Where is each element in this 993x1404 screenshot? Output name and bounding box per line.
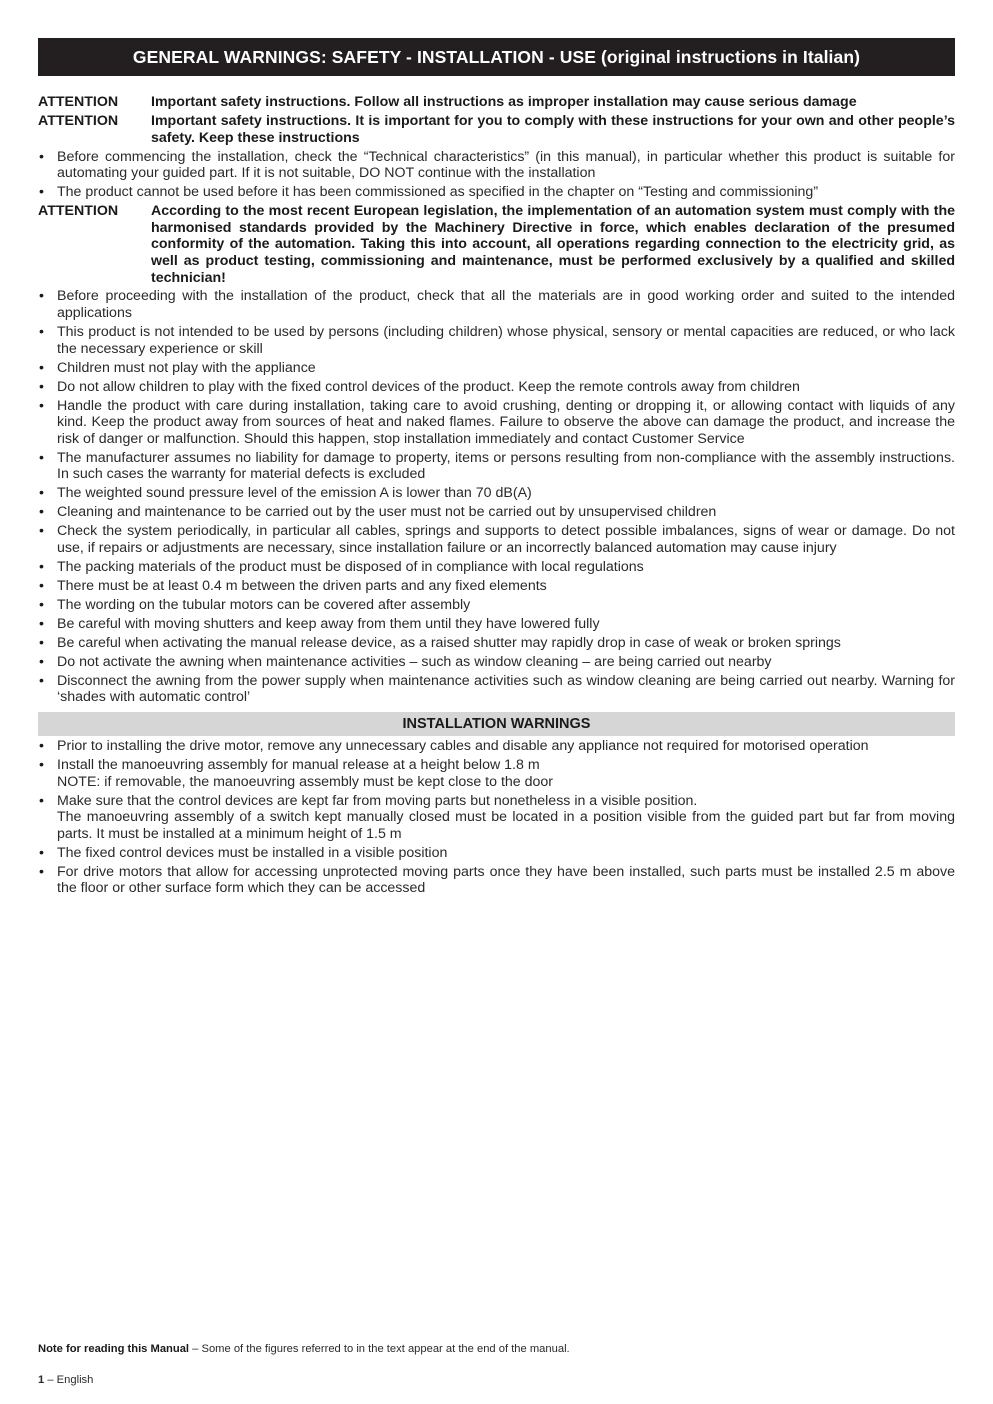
bullet-icon: • (39, 577, 44, 594)
list-item (38, 149, 955, 182)
attention-block (38, 113, 955, 146)
list-item-text (57, 845, 955, 862)
attention-label: ATTENTION (38, 94, 119, 110)
list-item-line: Cleaning and maintenance to be carried out by the user must not be carried out by unsupervised children (57, 504, 717, 521)
list-item (38, 578, 955, 595)
page-number (38, 1374, 93, 1386)
document-page (38, 38, 955, 899)
list-item-line: Do not allow children to play with the fixed control devices of the product. Keep the remote controls away from children (57, 378, 800, 395)
page-language: – English (44, 1374, 94, 1386)
list-item-text (57, 654, 955, 671)
list-item (38, 485, 955, 502)
list-item (38, 673, 955, 706)
attention-block (38, 203, 955, 286)
bullet-icon: • (39, 148, 44, 165)
list-item-line: The fixed control devices must be installed in a visible position (57, 844, 448, 861)
bullet-icon: • (39, 378, 44, 395)
list-item (38, 864, 955, 897)
list-item-text (57, 360, 955, 377)
bullet-icon: • (39, 634, 44, 651)
footer-note-label: Note for reading this Manual (38, 1343, 190, 1355)
list-item-line: The packing materials of the product must be disposed of in compliance with local regulations (57, 558, 644, 575)
list-item (38, 360, 955, 377)
list-item-text (57, 616, 955, 633)
bullet-icon: • (39, 184, 44, 201)
section-heading: INSTALLATION WARNINGS (38, 712, 955, 736)
list-item-line: Check the system periodically, in particular all cables, springs and supports to detect possible imbalances, signs of wear or damage. Do not use, if repairs or adjustments are necessary, since installation failure or an incorrectly balanced automation may cause injury (57, 523, 955, 556)
list-item-line: The manoeuvring assembly of a switch kept manually closed must be located in a position visible from the guided part but far from moving parts. It must be installed at a minimum height of 1.5 m (57, 809, 955, 842)
list-item-line: Be careful with moving shutters and keep away from them until they have lowered fully (57, 615, 600, 632)
list-item (38, 597, 955, 614)
list-item-line: The product cannot be used before it has been commissioned as specified in the chapter on “Testing and commissioning” (57, 184, 819, 201)
bullet-icon: • (39, 596, 44, 613)
list-item-text (57, 288, 955, 321)
list-item-text (57, 184, 955, 201)
list-item (38, 379, 955, 396)
attention-text: Important safety instructions. Follow all instructions as improper installation may cause serious damage (151, 94, 857, 110)
bullet-icon: • (39, 504, 44, 521)
list-item (38, 523, 955, 556)
list-item-text (57, 738, 955, 755)
list-item-line: Make sure that the control devices are kept far from moving parts but nonetheless in a visible position. (57, 792, 698, 809)
bullet-icon: • (39, 615, 44, 632)
bullet-icon: • (39, 485, 44, 502)
bullet-icon: • (39, 523, 44, 540)
list-item-text (57, 379, 955, 396)
warnings-content (38, 94, 955, 897)
bullet-icon: • (39, 324, 44, 341)
list-item-text (57, 673, 955, 706)
page-number-value: 1 (38, 1374, 45, 1386)
list-item (38, 635, 955, 652)
list-item-text (57, 757, 955, 790)
list-item (38, 654, 955, 671)
list-item-text (57, 398, 955, 448)
list-item (38, 616, 955, 633)
attention-label: ATTENTION (38, 112, 119, 129)
bullet-icon: • (39, 653, 44, 670)
attention-text: According to the most recent European legislation, the implementation of an automation system must comply with the harmonised standards provided by the Machinery Directive in force, which enables declaration of the presumed conformity of the automation. Taking this into account, all operations regarding connection to the electricity grid, as well as product testing, commissioning and maintenance, must be performed exclusively by a qualified and skilled technician! (151, 203, 955, 286)
footer-note (38, 1343, 570, 1355)
list-item (38, 793, 955, 843)
bullet-icon: • (39, 397, 44, 414)
list-item-text (57, 450, 955, 483)
list-item (38, 450, 955, 483)
bullet-icon: • (39, 792, 44, 809)
list-item (38, 559, 955, 576)
list-item (38, 757, 955, 790)
bullet-icon: • (39, 672, 44, 689)
list-item-line: The weighted sound pressure level of the emission A is lower than 70 dB(A) (57, 485, 532, 502)
list-item-text (57, 578, 955, 595)
list-item-line: There must be at least 0.4 m between the driven parts and any fixed elements (57, 577, 547, 594)
list-item-line: Before commencing the installation, check the “Technical characteristics” (in this manual), in particular whether this product is suitable for automating your guided part. If it is not suitable, DO NOT continue with the installation (57, 148, 955, 182)
list-item-line: Disconnect the awning from the power supply when maintenance activities such as window cleaning are being carried out nearby. Warning for ‘shades with automatic control’ (57, 672, 955, 706)
attention-text: Important safety instructions. It is important for you to comply with these instructions for your own and other people’s safety. Keep these instructions (151, 112, 955, 146)
list-item-text (57, 504, 955, 521)
list-item-line: For drive motors that allow for accessing unprotected moving parts once they have been installed, such parts must be installed 2.5 m above the floor or other surface form which they can be accessed (57, 863, 955, 897)
list-item-line: Do not activate the awning when maintenance activities – such as window cleaning – are being carried out nearby (57, 653, 772, 670)
list-item-line: Install the manoeuvring assembly for manual release at a height below 1.8 m (57, 756, 540, 773)
list-item (38, 184, 955, 201)
bullet-icon: • (39, 449, 44, 466)
list-item-text (57, 324, 955, 357)
list-item-line: Before proceeding with the installation of the product, check that all the materials are in good working order and suited to the intended applications (57, 288, 955, 322)
list-item-text (57, 559, 955, 576)
list-item (38, 324, 955, 357)
list-item-line: Children must not play with the appliance (57, 359, 316, 376)
list-item-line: Be careful when activating the manual release device, as a raised shutter may rapidly drop in case of weak or broken springs (57, 634, 841, 651)
bullet-icon: • (39, 288, 44, 305)
bullet-icon: • (39, 863, 44, 880)
list-item-text (57, 523, 955, 556)
list-item (38, 398, 955, 448)
list-item-line: Handle the product with care during installation, taking care to avoid crushing, denting or dropping it, or allowing contact with liquids of any kind. Keep the product away from sources of heat and naked flames. Failure to observe the above can damage the product, and increase the risk of danger or malfunction. Should this happen, stop installation immediately and contact Customer Service (57, 397, 955, 447)
list-item (38, 288, 955, 321)
list-item-text (57, 635, 955, 652)
bullet-icon: • (39, 558, 44, 575)
list-item-text (57, 793, 955, 843)
list-item-text (57, 864, 955, 897)
bullet-icon: • (39, 844, 44, 861)
attention-label: ATTENTION (38, 203, 119, 220)
footer-note-text: – Some of the figures referred to in the text appear at the end of the manual. (189, 1343, 570, 1355)
list-item-line: The wording on the tubular motors can be covered after assembly (57, 596, 471, 613)
list-item-line: This product is not intended to be used by persons (including children) whose physical, sensory or mental capacities are reduced, or who lack the necessary experience or skill (57, 324, 955, 357)
list-item (38, 845, 955, 862)
list-item (38, 738, 955, 755)
bullet-icon: • (39, 738, 44, 754)
list-item-text (57, 597, 955, 614)
list-item-text (57, 485, 955, 502)
attention-block (38, 94, 955, 111)
list-item-line: NOTE: if removable, the manoeuvring assembly must be kept close to the door (57, 773, 554, 790)
list-item-text (57, 149, 955, 182)
list-item-line: Prior to installing the drive motor, remove any unnecessary cables and disable any appliance not required for motorised operation (57, 738, 869, 754)
bullet-icon: • (39, 756, 44, 773)
list-item (38, 504, 955, 521)
list-item-line: The manufacturer assumes no liability for damage to property, items or persons resulting from non-compliance with the assembly instructions. In such cases the warranty for material defects is excluded (57, 449, 955, 483)
bullet-icon: • (39, 359, 44, 376)
page-title: GENERAL WARNINGS: SAFETY - INSTALLATION - USE (original instructions in Italian) (38, 38, 955, 76)
